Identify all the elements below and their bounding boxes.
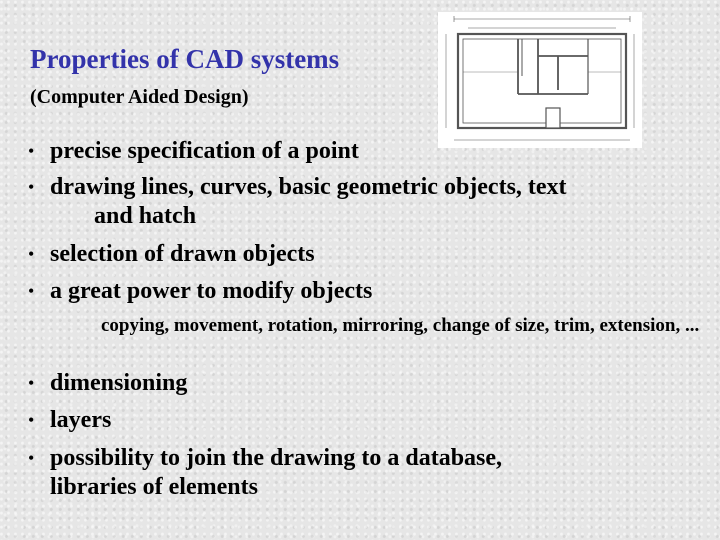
bullet-icon: • [28, 448, 35, 468]
bullet-icon: • [28, 410, 35, 430]
bullet-item: • a great power to modify objects [28, 278, 373, 304]
bullet-icon: • [28, 244, 35, 264]
bullet-icon: • [28, 177, 35, 197]
bullet-item: • layers [28, 407, 112, 433]
bullet-item [28, 173, 567, 231]
bullet-line-continued: libraries of elements [50, 474, 258, 500]
bullet-icon: • [28, 141, 35, 161]
bullet-line: drawing lines, curves, basic geometric objects, text [50, 174, 567, 200]
bullet-item [28, 444, 502, 502]
slide-subtitle: (Computer Aided Design) [30, 86, 249, 108]
bullet-icon: • [28, 373, 35, 393]
bullet-line: possibility to join the drawing to a database, [50, 445, 503, 471]
bullet-item: • precise specification of a point [28, 138, 359, 164]
slide-title: Properties of CAD systems [30, 44, 340, 74]
sub-bullet-text: copying, movement, rotation, mirroring, change of size, trim, extension, ... [101, 315, 700, 336]
bullet-icon: • [28, 281, 35, 301]
floor-plan-drawing-image [438, 12, 642, 148]
bullet-item: • selection of drawn objects [28, 241, 315, 267]
bullet-item: • dimensioning [28, 370, 188, 396]
bullet-line-continued: and hatch [94, 203, 197, 229]
